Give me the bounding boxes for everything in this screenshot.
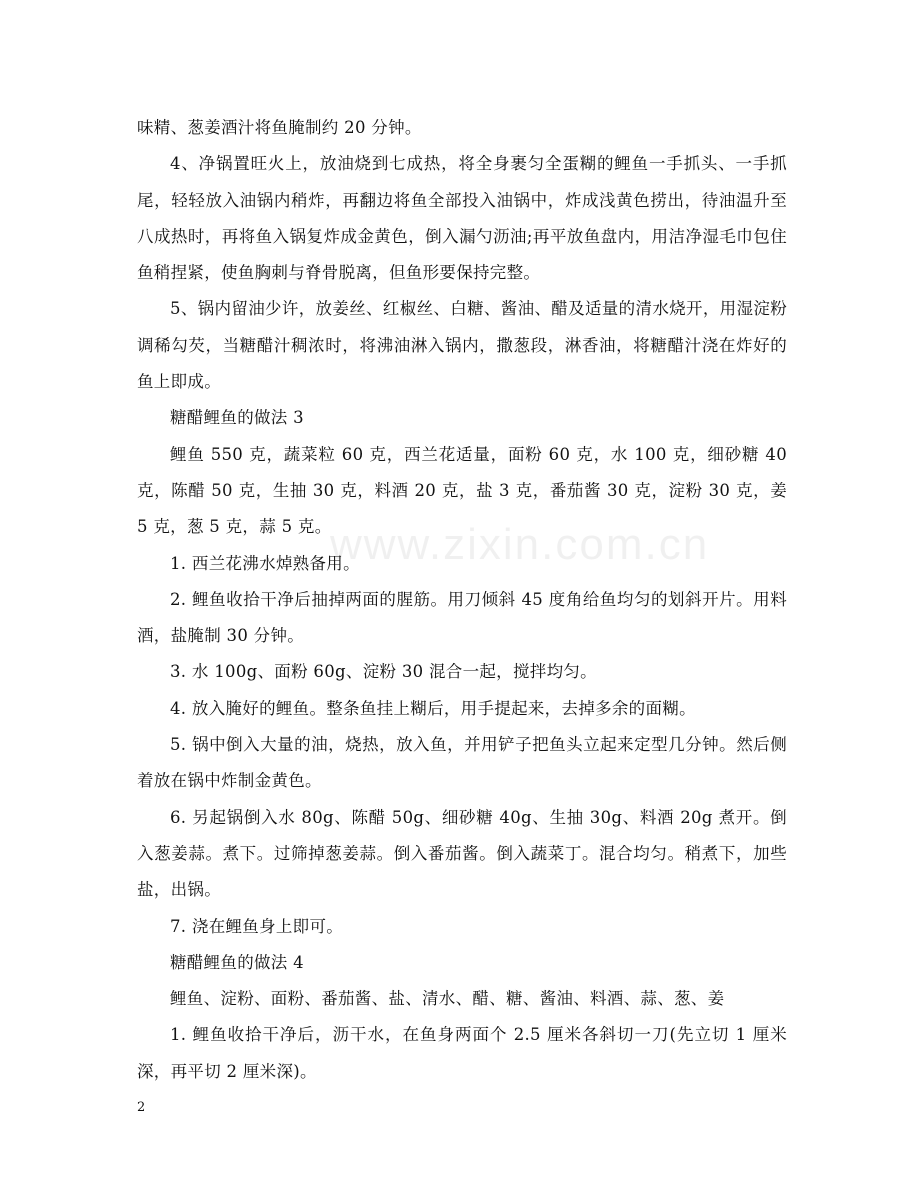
paragraph: 5. 锅中倒入大量的油，烧热，放入鱼，并用铲子把鱼头立起来定型几分钟。然后侧着放在锅中炸制金黄色。 — [137, 735, 787, 791]
paragraph: 3. 水 100g、面粉 60g、淀粉 30 混合一起，搅拌均匀。 — [170, 662, 597, 682]
paragraph: 鲤鱼 550 克，蔬菜粒 60 克，西兰花适量，面粉 60 克，水 100 克，细砂糖 40 克，陈醋 50 克，生抽 30 克，料酒 20 克，盐 3 克，番茄酱 30 克，淀粉 30 克，姜 5 克，葱 5 克，蒜 5 克。 — [137, 444, 787, 537]
watermark: www.zixin.com.cn — [330, 520, 710, 569]
paragraph: 6. 另起锅倒入水 80g、陈醋 50g、细砂糖 40g、生抽 30g、料酒 20g 煮开。倒入葱姜蒜。煮下。过筛掉葱姜蒜。倒入番茄酱。倒入蔬菜丁。混合均匀。稍煮下，加些盐，出锅。 — [137, 807, 787, 900]
page-number: 2 — [137, 1100, 146, 1115]
paragraph: 1. 鲤鱼收拾干净后，沥干水，在鱼身两面个 2.5 厘米各斜切一刀(先立切 1 厘米深，再平切 2 厘米深)。 — [137, 1025, 787, 1081]
paragraph: 味精、葱姜酒汁将鱼腌制约 20 分钟。 — [137, 118, 422, 137]
paragraph: 4、净锅置旺火上，放油烧到七成热，将全身裹匀全蛋糊的鲤鱼一手抓头、一手抓尾，轻轻放入油锅内稍炸，再翻边将鱼全部投入油锅中，炸成浅黄色捞出，待油温升至八成热时，再将鱼入锅复炸成金黄色，倒入漏勺沥油;再平放鱼盘内，用洁净湿毛巾包住鱼稍捏紧，使鱼胸刺与脊骨脱离，但鱼形要保持完整。 — [137, 154, 787, 283]
paragraph: 4. 放入腌好的鲤鱼。整条鱼挂上糊后，用手提起来，去掉多余的面糊。 — [170, 698, 696, 718]
paragraph: 5、锅内留油少许，放姜丝、红椒丝、白糖、酱油、醋及适量的清水烧开，用湿淀粉调稀勾芡，当糖醋汁稠浓时，将沸油淋入锅内，撒葱段，淋香油，将糖醋汁浇在炸好的鱼上即成。 — [137, 299, 787, 392]
paragraph: 1. 西兰花沸水焯熟备用。 — [170, 553, 360, 573]
paragraph: 糖醋鲤鱼的做法 4 — [170, 952, 304, 972]
paragraph: 7. 浇在鲤鱼身上即可。 — [170, 916, 344, 936]
paragraph: 2. 鲤鱼收拾干净后抽掉两面的腥筋。用刀倾斜 45 度角给鱼均匀的划斜开片。用料酒，盐腌制 30 分钟。 — [137, 589, 787, 646]
document-body — [137, 110, 787, 1090]
paragraph: 鲤鱼、淀粉、面粉、番茄酱、盐、清水、醋、糖、酱油、料酒、蒜、葱、姜 — [170, 989, 725, 1009]
paragraph: 糖醋鲤鱼的做法 3 — [170, 408, 304, 428]
